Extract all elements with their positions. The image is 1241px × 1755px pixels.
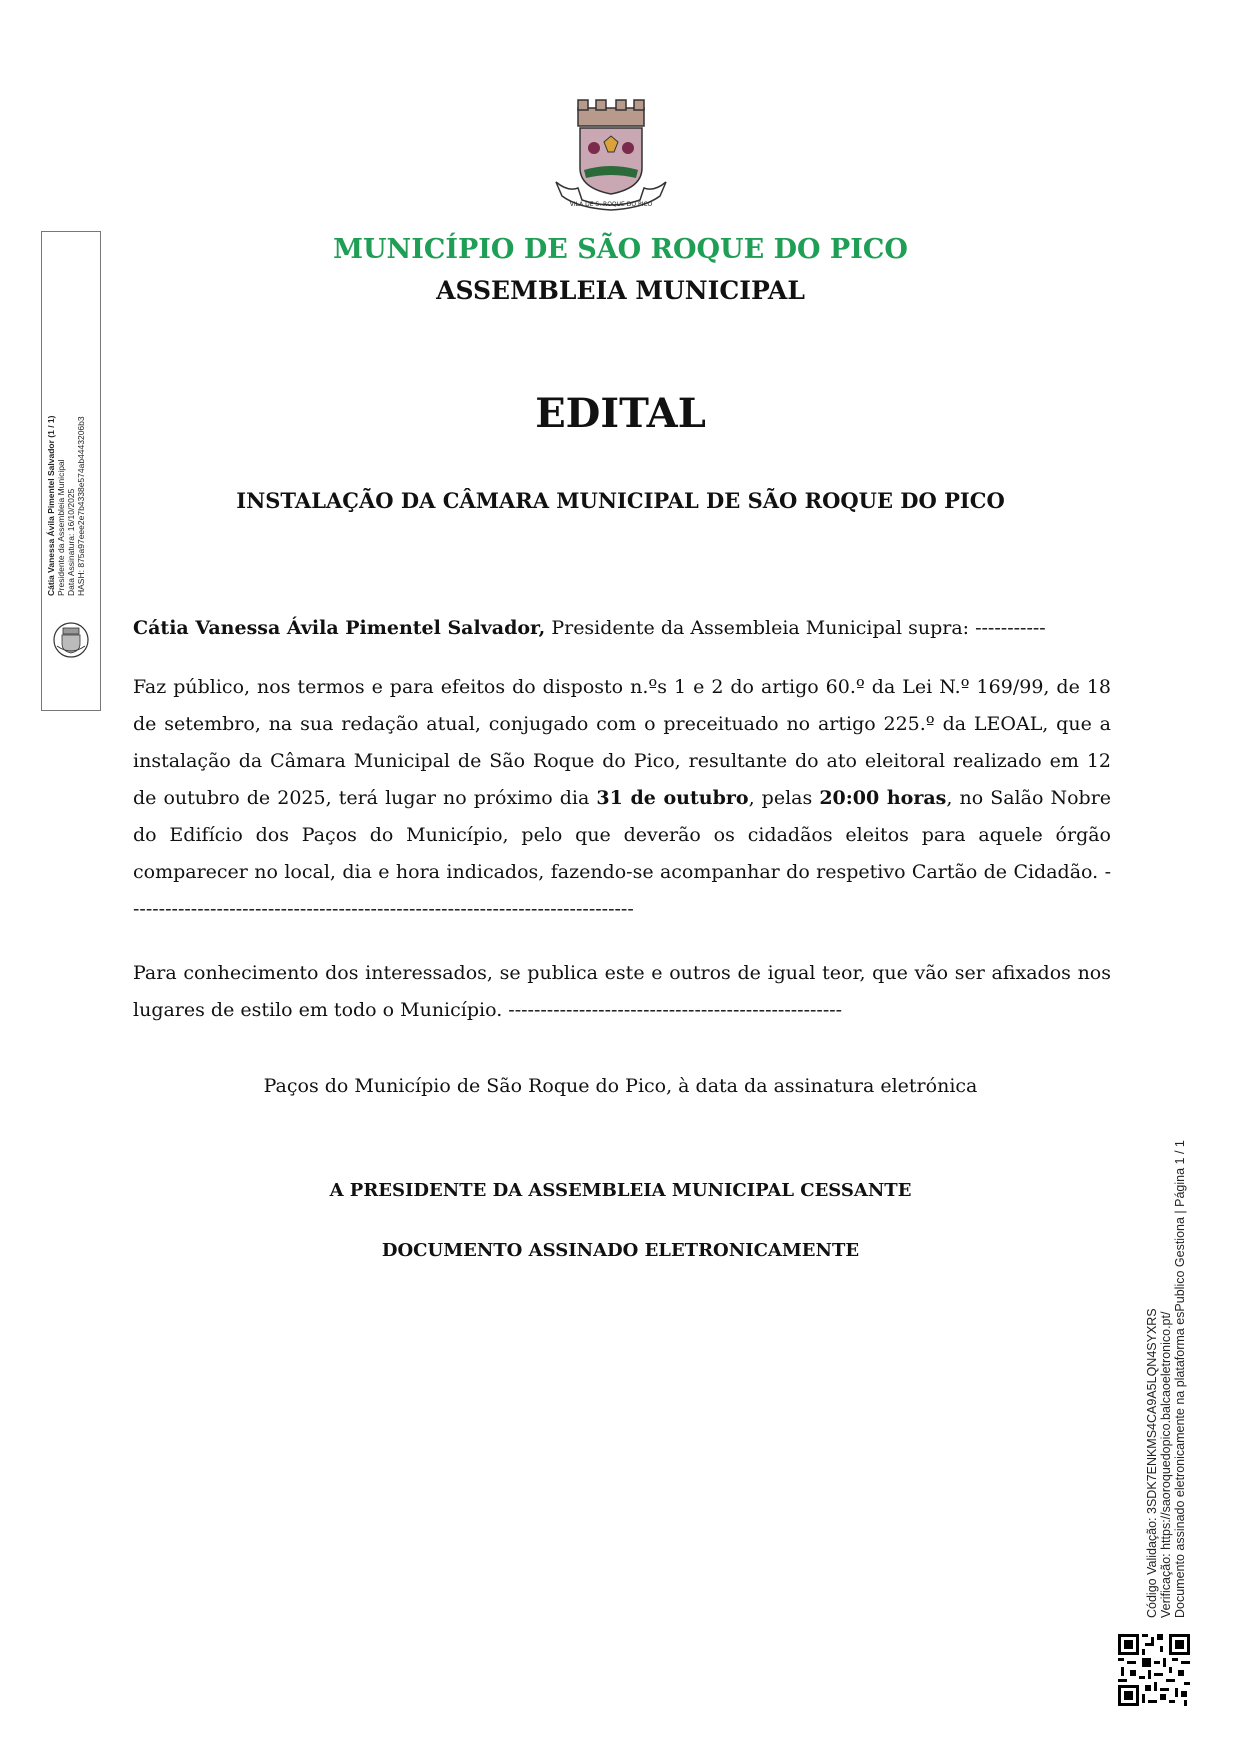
place-date-line: Paços do Município de São Roque do Pico, à data da assinatura eletrónica — [263, 1075, 978, 1097]
document-title: EDITAL — [535, 390, 706, 437]
signature-note: DOCUMENTO ASSINADO ELETRONICAMENTE — [381, 1240, 860, 1261]
validation-code: Código Validação: 3SDK7ENKMS4CA9A5LQN4SYXRS — [1145, 1308, 1159, 1618]
municipality-name: MUNICÍPIO DE SÃO ROQUE DO PICO — [333, 234, 908, 265]
stamp-text — [46, 416, 86, 596]
president-name: Cátia Vanessa Ávila Pimentel Salvador, — [133, 617, 546, 639]
main-text-b: , pelas — [748, 787, 820, 809]
document-subtitle: INSTALAÇÃO DA CÂMARA MUNICIPAL DE SÃO ROQUE DO PICO — [236, 488, 1005, 513]
stamp-role: Presidente da Assembleia Municipal — [56, 459, 66, 596]
stamp-hash: HASH: 875a97eee2e7b4338e574ab4443206b3 — [76, 416, 86, 596]
stamp-signer: Cátia Vanessa Ávila Pimentel Salvador (1 / 1) — [46, 415, 56, 596]
signature-stamp — [41, 231, 101, 711]
paragraph-main — [133, 669, 1111, 928]
signature-role: A PRESIDENTE DA ASSEMBLEIA MUNICIPAL CESSANTE — [329, 1180, 912, 1201]
meeting-time: 20:00 horas — [819, 787, 947, 809]
signature-seal-icon — [51, 620, 91, 660]
assembly-name: ASSEMBLEIA MUNICIPAL — [436, 276, 805, 305]
main-text-a: Faz público, nos termos e para efeitos do disposto n.ºs 1 e 2 do artigo 60.º da Lei N.º 169/99, de 18 de setembro, na sua redação atual, conjugado com o preceituado no artigo 225.º da LEOAL, que a instalação da Câmara Municipal de São Roque do Pico, resultante do ato eleitoral realizado em 12 de outubro de 2025, terá lugar no próximo dia — [133, 676, 1111, 809]
intro-text: Presidente da Assembleia Municipal supra: ----------- — [545, 617, 1046, 639]
municipal-crest-icon — [548, 96, 674, 214]
paragraph-publication: Para conhecimento dos interessados, se publica este e outros de igual teor, que vão ser afixados nos lugares de estilo em todo o Município. ---------------------------------------------------- — [133, 962, 1111, 1021]
qr-code-icon — [1118, 1634, 1190, 1706]
meeting-date: 31 de outubro — [596, 787, 749, 809]
paragraph-intro — [133, 610, 1111, 647]
validation-platform: Documento assinado eletronicamente na plataforma esPublico Gestiona | Página 1 / 1 — [1173, 1140, 1187, 1618]
svg-text:VILA DE S. ROQUE DO PICO: VILA DE S. ROQUE DO PICO — [569, 201, 653, 208]
main-text-c: , no Salão Nobre do Edifício dos Paços do Município, pelo que deverão os cidadãos eleitos para aquele órgão comparecer no local, dia e hora indicados, fazendo-se acompanhar do respetivo Cartão de Cidadão. ------------------------------------------------------------------------------- — [133, 787, 1112, 920]
validation-url[interactable]: Verificação: https://saoroquedopico.balcaoeletronico.pt/ — [1159, 1311, 1173, 1618]
stamp-date: Data Assinatura: 16/10/2025 — [66, 488, 76, 596]
validation-text — [1145, 1140, 1187, 1618]
